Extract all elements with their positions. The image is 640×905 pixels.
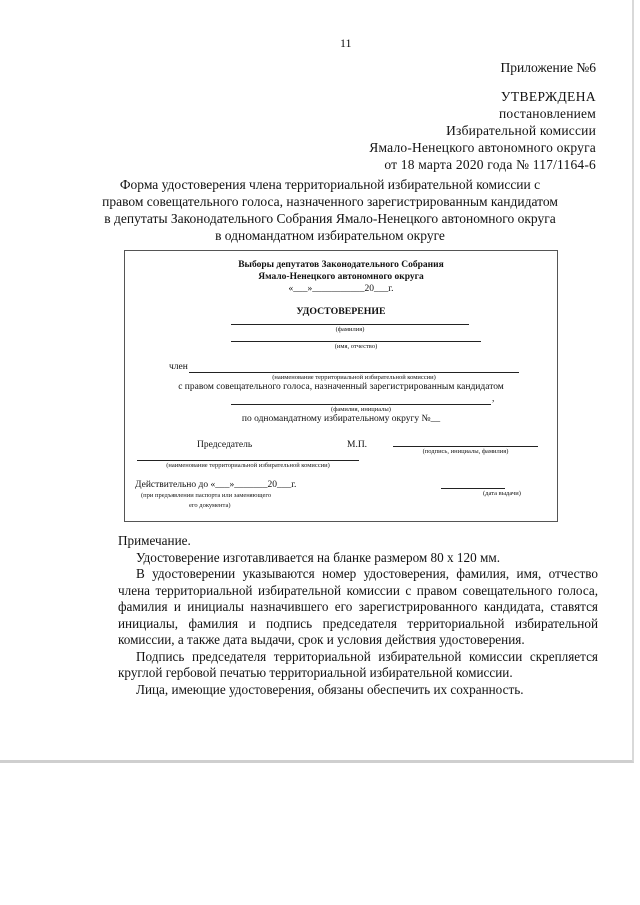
appointed-text: с правом совещательного голоса, назначенный зарегистрированным кандидатом <box>178 382 504 392</box>
approved-by: постановлением <box>498 106 596 121</box>
notes-section <box>118 533 598 698</box>
issue-date-line <box>441 488 505 489</box>
name-caption: (имя, отчество) <box>334 343 378 350</box>
signature-line <box>393 446 538 447</box>
annex-label: Приложение №6 <box>500 60 596 75</box>
commission-name-line <box>137 460 359 461</box>
passport-note-line-2: его документа) <box>189 502 231 509</box>
commission-name-caption: (наименование территориальной избирательной комиссии) <box>166 462 330 469</box>
notes-heading: Примечание. <box>118 533 191 548</box>
approved-date-number: от 18 марта 2020 года № 117/1164-6 <box>384 157 596 172</box>
card-title-line-2: Ямало-Ненецкого автономного округа <box>258 272 424 282</box>
district-text: по одномандатному избирательному округу №__ <box>241 414 441 424</box>
commission-line <box>189 372 519 373</box>
commission-caption: (наименование территориальной избирательной комиссии) <box>272 374 436 381</box>
candidate-caption: (фамилия, инициалы) <box>331 406 391 413</box>
form-title: Форма удостоверения члена территориальной избирательной комиссии с правом совещательного голоса, назначенного зарегистрированным кандидатом в депутаты Законодательного Собрания Ямало-Ненецкого автономного округа в одномандатном избирательном округе <box>102 177 558 243</box>
approval-block <box>369 88 596 173</box>
approved-commission: Избирательной комиссии <box>446 123 596 138</box>
certificate-card <box>124 250 558 522</box>
page-number: 11 <box>340 36 352 50</box>
passport-note-line-1: (при предъявлении паспорта или заменяющего <box>141 492 272 499</box>
surname-line <box>231 324 469 325</box>
candidate-line <box>231 404 491 405</box>
note-paragraph-3: Подпись председателя территориальной избирательной комиссии скрепляется круглой гербовой печатью территориальной избирательной комиссии. <box>118 648 598 680</box>
member-label: член <box>169 362 188 372</box>
card-title-line-1: Выборы депутатов Законодательного Собрания <box>238 260 444 270</box>
valid-until: Действительно до «___»_______20___г. <box>135 480 297 490</box>
note-paragraph-2: В удостоверении указываются номер удостоверения, фамилия, имя, отчество члена территориальной избирательной комиссии с правом совещательного голоса, фамилия и инициалы назначившего его зарегистрированного кандидата, ставятся инициалы, фамилия и подпись председателя территориальной избирательной комиссии, а также дата выдачи, срок и условия действия удостоверения. <box>118 566 598 647</box>
surname-caption: (фамилия) <box>335 326 365 333</box>
card-heading: УДОСТОВЕРЕНИЕ <box>296 306 386 317</box>
seal-label: М.П. <box>347 440 368 450</box>
signature-caption: (подпись, инициалы, фамилия) <box>422 448 509 455</box>
approved-heading: УТВЕРЖДЕНА <box>500 89 596 104</box>
candidate-comma: , <box>492 394 495 404</box>
chairman-label: Председатель <box>197 440 253 450</box>
card-date-line: «___»___________20___г. <box>288 284 394 294</box>
note-paragraph-4: Лица, имеющие удостоверения, обязаны обеспечить их сохранность. <box>136 681 524 697</box>
approved-region: Ямало-Ненецкого автономного округа <box>369 140 596 155</box>
issue-date-caption: (дата выдачи) <box>483 490 521 497</box>
note-paragraph-1: Удостоверение изготавливается на бланке размером 80 х 120 мм. <box>136 549 500 565</box>
name-line <box>231 341 481 342</box>
